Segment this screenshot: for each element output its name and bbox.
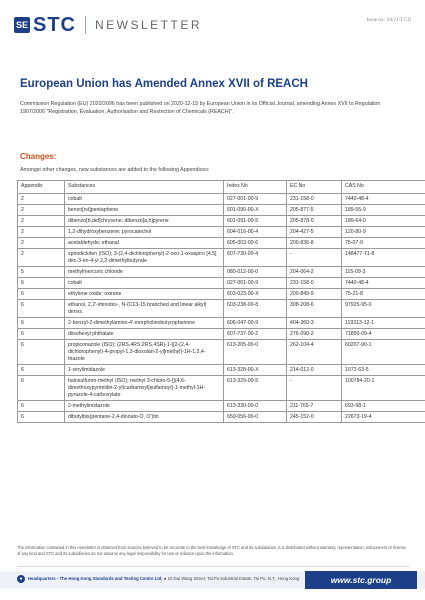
table-row — [18, 216, 425, 227]
cell-cas-no: 100784-20-1 — [342, 376, 425, 401]
cell-substance: cobalt — [65, 278, 224, 289]
cell-cas-no: 22673-19-4 — [342, 412, 425, 423]
footer-divider — [17, 566, 409, 567]
cell-substance: propiconazole (ISO); (2RS,4RS;2RS,4SR)-1-{[2-(2,4-dichlorophenyl)-4-propyl-1,3-dioxolan-2-yl]methyl}-1H-1,2,4-triazole — [65, 340, 224, 365]
appendix-table — [17, 180, 425, 423]
cell-substance: 1,2-dihydroxybenzene; pyrocatechol — [65, 227, 224, 238]
headquarters-info — [28, 576, 299, 581]
cell-substance: 2-benzyl-2-dimethylamino-4'-morpholinobutyrophenone — [65, 318, 224, 329]
cell-index-no: 603-238-00-8 — [224, 300, 287, 318]
cell-substance: spirodiclofen (ISO); 3-(2,4-dichlorophenyl)-2-oxo-1-oxaspiro [4.5] dec-3-en-4-yl 2,2-dimethylbutyrate — [65, 249, 224, 267]
cell-index-no: 613-330-00-0 — [224, 401, 287, 412]
col-header-substances: Substances — [65, 181, 224, 194]
cell-appendix: 6 — [18, 329, 65, 340]
cell-index-no: 601-090-00-X — [224, 205, 287, 216]
cell-appendix: 2 — [18, 227, 65, 238]
cell-appendix: 6 — [18, 340, 65, 365]
cell-index-no: 080-012-00-0 — [224, 267, 287, 278]
cell-appendix: 6 — [18, 300, 65, 318]
newsletter-label: NEWSLETTER — [95, 18, 203, 32]
table-row — [18, 249, 425, 267]
cell-cas-no: 75-21-8 — [342, 289, 425, 300]
cell-cas-no: 60207-90-1 — [342, 340, 425, 365]
cell-index-no: 607-730-00-4 — [224, 249, 287, 267]
cell-cas-no: 120-80-9 — [342, 227, 425, 238]
cell-appendix: 6 — [18, 289, 65, 300]
cell-appendix: 2 — [18, 238, 65, 249]
cell-appendix: 6 — [18, 376, 65, 401]
cell-substance: methylmercuric chloride — [65, 267, 224, 278]
hq-address: 10 Dai Wang Street, Tai Po Industrial Estate, Tai Po, N.T., Hong Kong — [167, 576, 300, 581]
cell-appendix: 6 — [18, 401, 65, 412]
table-row — [18, 329, 425, 340]
cell-index-no: 601-091-00-5 — [224, 216, 287, 227]
cell-cas-no: 97925-95-0 — [342, 300, 425, 318]
cell-ec-no: 308-208-6 — [287, 300, 342, 318]
cell-cas-no: 189-64-0 — [342, 216, 425, 227]
table-row — [18, 194, 425, 205]
cell-appendix: 2 — [18, 205, 65, 216]
cell-ec-no: 276-090-2 — [287, 329, 342, 340]
cell-ec-no: - — [287, 249, 342, 267]
cell-index-no: 613-328-00-X — [224, 365, 287, 376]
cell-substance: ethanol, 2,2'-iminobis-, N-(C13-15 branched and linear alkyl) derivs. — [65, 300, 224, 318]
cell-ec-no: 204-427-5 — [287, 227, 342, 238]
cell-ec-no: 231-158-0 — [287, 278, 342, 289]
table-row — [18, 267, 425, 278]
table-row — [18, 318, 425, 329]
cell-cas-no: 693-98-1 — [342, 401, 425, 412]
hq-separator: ● — [163, 576, 168, 581]
table-header-row — [18, 181, 425, 194]
cell-index-no: 607-737-00-2 — [224, 329, 287, 340]
table-row — [18, 401, 425, 412]
cell-ec-no: 200-849-9 — [287, 289, 342, 300]
cell-substance: benzo[rst]pentaphene — [65, 205, 224, 216]
cell-index-no: 606-047-00-9 — [224, 318, 287, 329]
col-header-cas-no: CAS No — [342, 181, 425, 194]
cell-index-no: 605-003-00-6 — [224, 238, 287, 249]
cell-appendix: 6 — [18, 365, 65, 376]
cell-substance: 1-vinylimidazole — [65, 365, 224, 376]
col-header-appendix: Appendix — [18, 181, 65, 194]
table-row — [18, 376, 425, 401]
cell-cas-no: 75-07-0 — [342, 238, 425, 249]
cell-cas-no: 119313-12-1 — [342, 318, 425, 329]
footer-disclaimer: The information contained in this newsletter is obtained from sources believed to be accurate to the best knowledge of STC and its subsidiaries. It is distributed without warranty, representation, inducement or license of any kind and STC and its subsidiaries do not assume any legal responsibility for use or reliance upon the information. — [17, 545, 406, 556]
cell-index-no: 027-001-00-9 — [224, 278, 287, 289]
issue-number: Issue no.: 04/21/T CD — [366, 18, 411, 23]
table-row — [18, 278, 425, 289]
table-row — [18, 227, 425, 238]
cell-index-no: 613-205-00-0 — [224, 340, 287, 365]
table-row — [18, 205, 425, 216]
article-intro: Commission Regulation (EU) 2020/2096 has been published on 2020-12-15 by European Union in its Official Journal, amending Annex XVII to Regulation 1907/2006 "Registration, Evaluation, Authorisation and Restriction of Chemicals (REACH)". — [20, 101, 381, 115]
cell-ec-no: 200-836-8 — [287, 238, 342, 249]
table-row — [18, 412, 425, 423]
cell-appendix: 2 — [18, 249, 65, 267]
table-body — [18, 194, 425, 423]
changes-heading: Changes: — [20, 152, 57, 161]
cell-cas-no: 148477-71-8 — [342, 249, 425, 267]
cell-substance: diisohexyl phthalate — [65, 329, 224, 340]
cell-appendix: 5 — [18, 267, 65, 278]
cell-index-no: 613-329-00-5 — [224, 376, 287, 401]
logo-mark-icon: SE — [14, 17, 30, 33]
cell-ec-no: 231-158-0 — [287, 194, 342, 205]
cell-cas-no: 71850-09-4 — [342, 329, 425, 340]
cell-ec-no: 245-152-0 — [287, 412, 342, 423]
cell-substance: ethylene oxide; oxirane — [65, 289, 224, 300]
cell-ec-no: 214-012-0 — [287, 365, 342, 376]
website-link[interactable]: www.stc.group — [305, 571, 417, 589]
cell-ec-no: 205-877-5 — [287, 205, 342, 216]
table-row — [18, 289, 425, 300]
logo-text: STC — [33, 14, 76, 36]
hq-label: Headquarters - The Hong Kong Standards and Testing Centre Ltd. — [28, 576, 163, 581]
cell-index-no: 650-056-00-0 — [224, 412, 287, 423]
cell-ec-no: 262-104-4 — [287, 340, 342, 365]
col-header-ec-no: EC No — [287, 181, 342, 194]
table-row — [18, 340, 425, 365]
cell-index-no: 603-023-00-X — [224, 289, 287, 300]
logo-divider — [85, 16, 86, 34]
cell-substance: cobalt — [65, 194, 224, 205]
cell-ec-no: 211-765-7 — [287, 401, 342, 412]
cell-substance: 2-methylimidazole — [65, 401, 224, 412]
cell-appendix: 6 — [18, 318, 65, 329]
stc-logo[interactable] — [14, 16, 202, 34]
cell-ec-no: 404-360-3 — [287, 318, 342, 329]
table-row — [18, 238, 425, 249]
cell-cas-no: 189-55-9 — [342, 205, 425, 216]
cell-ec-no: 204-064-2 — [287, 267, 342, 278]
cell-substance: halosulfuron-methyl (ISO); methyl 3-chloro-5-{[(4,6-dimethoxypyrimidin-2-yl)carbamoyl]sulfamoyl}-1-methyl-1H-pyrazole-4-carboxylate — [65, 376, 224, 401]
cell-substance: dibenzo[b,def]chrysene; dibenzo[a,h]pyrene — [65, 216, 224, 227]
page-header — [0, 0, 425, 44]
cell-appendix: 6 — [18, 412, 65, 423]
cell-substance: dibutylbis(pentane-2,4-dionato-O, O')tin — [65, 412, 224, 423]
cell-ec-no: - — [287, 376, 342, 401]
cell-substance: acetaldehyde; ethanal — [65, 238, 224, 249]
col-header-index-no: Index No — [224, 181, 287, 194]
cell-cas-no: 1072-63-5 — [342, 365, 425, 376]
cell-ec-no: 205-878-0 — [287, 216, 342, 227]
cell-cas-no: 7440-48-4 — [342, 194, 425, 205]
cell-index-no: 604-016-00-4 — [224, 227, 287, 238]
cell-cas-no: 115-09-3 — [342, 267, 425, 278]
cell-index-no: 027-001-00-9 — [224, 194, 287, 205]
cell-appendix: 2 — [18, 194, 65, 205]
article-title: European Union has Amended Annex XVII of REACH — [20, 78, 308, 90]
cell-cas-no: 7440-48-4 — [342, 278, 425, 289]
cell-appendix: 2 — [18, 216, 65, 227]
table-row — [18, 300, 425, 318]
changes-lead: Amongst other changes, new substances are added to the following Appendices: — [20, 167, 210, 173]
cell-appendix: 6 — [18, 278, 65, 289]
location-pin-icon: ● — [17, 575, 25, 583]
table-row — [18, 365, 425, 376]
